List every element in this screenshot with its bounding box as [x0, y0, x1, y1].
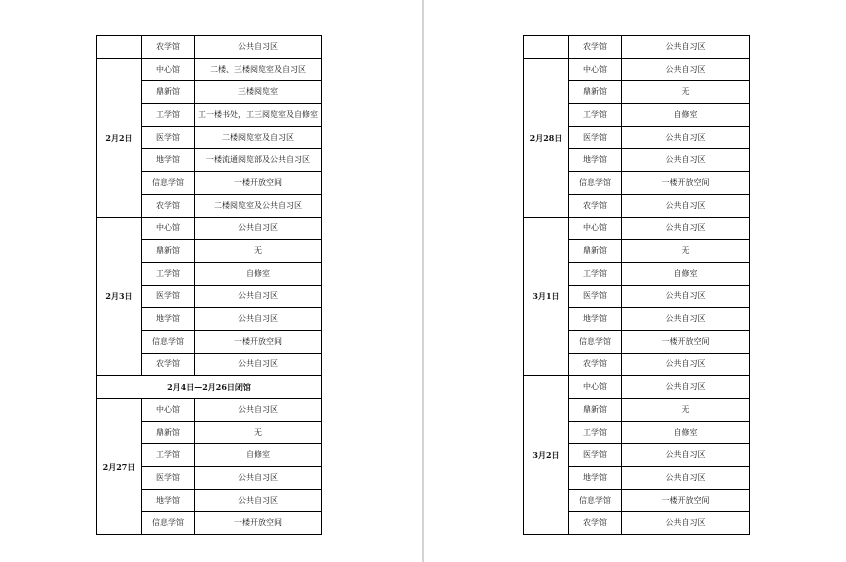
open-area-cell: 公共自习区	[622, 308, 750, 331]
open-area-cell: 一楼开放空间	[195, 330, 322, 353]
open-area-cell: 二楼阅览室及自习区	[195, 126, 322, 149]
open-area-cell: 公共自习区	[195, 36, 322, 59]
open-area-cell: 公共自习区	[622, 149, 750, 172]
library-cell: 中心馆	[142, 399, 195, 422]
library-cell: 鼎新馆	[142, 81, 195, 104]
library-cell: 鼎新馆	[569, 399, 622, 422]
date-cell	[97, 36, 142, 59]
library-cell: 信息学馆	[569, 172, 622, 195]
date-cell: 2月27日	[97, 399, 142, 535]
open-area-cell: 公共自习区	[195, 285, 322, 308]
library-cell: 工学馆	[142, 262, 195, 285]
table-row	[97, 376, 322, 399]
open-area-cell: 公共自习区	[195, 353, 322, 376]
date-cell: 2月2日	[97, 58, 142, 217]
library-cell: 鼎新馆	[569, 240, 622, 263]
library-cell: 中心馆	[569, 376, 622, 399]
open-area-cell: 无	[622, 399, 750, 422]
library-cell: 工学馆	[569, 262, 622, 285]
open-area-cell: 公共自习区	[622, 285, 750, 308]
library-cell: 医学馆	[142, 285, 195, 308]
closure-notice: 2月4日—2月26日闭馆	[97, 376, 322, 399]
open-area-cell: 自修室	[622, 262, 750, 285]
library-cell: 医学馆	[569, 285, 622, 308]
library-cell: 中心馆	[569, 217, 622, 240]
table-row	[97, 217, 322, 240]
library-cell: 农学馆	[142, 353, 195, 376]
open-area-cell: 自修室	[622, 104, 750, 127]
library-cell: 鼎新馆	[142, 421, 195, 444]
open-area-cell: 公共自习区	[622, 444, 750, 467]
table-row	[524, 376, 750, 399]
open-area-cell: 公共自习区	[622, 217, 750, 240]
library-cell: 农学馆	[142, 194, 195, 217]
open-area-cell: 公共自习区	[195, 467, 322, 490]
open-area-cell: 公共自习区	[195, 308, 322, 331]
table-row	[524, 58, 750, 81]
library-cell: 信息学馆	[569, 330, 622, 353]
open-area-cell: 无	[622, 81, 750, 104]
open-area-cell: 公共自习区	[622, 126, 750, 149]
open-area-cell: 自修室	[195, 262, 322, 285]
open-area-cell: 公共自习区	[622, 194, 750, 217]
open-area-cell: 公共自习区	[622, 376, 750, 399]
library-cell: 地学馆	[142, 149, 195, 172]
table-row	[524, 217, 750, 240]
left-page-schedule-table	[96, 35, 322, 535]
library-cell: 地学馆	[142, 489, 195, 512]
library-cell: 工学馆	[142, 444, 195, 467]
library-cell: 医学馆	[142, 126, 195, 149]
library-cell: 农学馆	[569, 194, 622, 217]
date-cell: 2月3日	[97, 217, 142, 376]
open-area-cell: 公共自习区	[195, 217, 322, 240]
open-area-cell: 自修室	[622, 421, 750, 444]
open-area-cell: 公共自习区	[622, 512, 750, 535]
library-cell: 中心馆	[142, 58, 195, 81]
library-cell: 鼎新馆	[142, 240, 195, 263]
open-area-cell: 二楼阅览室及公共自习区	[195, 194, 322, 217]
date-cell: 3月1日	[524, 217, 569, 376]
library-cell: 地学馆	[142, 308, 195, 331]
open-area-cell: 一楼开放空间	[622, 330, 750, 353]
library-cell: 工学馆	[569, 104, 622, 127]
library-cell: 工学馆	[142, 104, 195, 127]
open-area-cell: 三楼阅览室	[195, 81, 322, 104]
library-cell: 鼎新馆	[569, 81, 622, 104]
open-area-cell: 一楼开放空间	[622, 172, 750, 195]
open-area-cell: 二楼、三楼阅览室及自习区	[195, 58, 322, 81]
library-cell: 信息学馆	[142, 330, 195, 353]
library-cell: 地学馆	[569, 308, 622, 331]
open-area-cell: 公共自习区	[195, 489, 322, 512]
library-cell: 地学馆	[569, 149, 622, 172]
library-cell: 信息学馆	[142, 512, 195, 535]
library-cell: 农学馆	[569, 353, 622, 376]
open-area-cell: 一楼流通阅览部及公共自习区	[195, 149, 322, 172]
library-cell: 农学馆	[142, 36, 195, 59]
open-area-cell: 公共自习区	[622, 36, 750, 59]
open-area-cell: 一楼开放空间	[195, 512, 322, 535]
open-area-cell: 公共自习区	[622, 353, 750, 376]
library-cell: 农学馆	[569, 36, 622, 59]
library-cell: 医学馆	[569, 444, 622, 467]
library-cell: 农学馆	[569, 512, 622, 535]
right-page-schedule-table	[523, 35, 750, 535]
library-cell: 医学馆	[142, 467, 195, 490]
library-cell: 中心馆	[569, 58, 622, 81]
page-divider	[422, 0, 424, 562]
date-cell: 3月2日	[524, 376, 569, 535]
library-cell: 信息学馆	[142, 172, 195, 195]
open-area-cell: 一楼开放空间	[622, 489, 750, 512]
open-area-cell: 无	[195, 240, 322, 263]
open-area-cell: 无	[195, 421, 322, 444]
library-cell: 医学馆	[569, 126, 622, 149]
open-area-cell: 公共自习区	[622, 58, 750, 81]
library-cell: 信息学馆	[569, 489, 622, 512]
open-area-cell: 公共自习区	[622, 467, 750, 490]
library-cell: 中心馆	[142, 217, 195, 240]
open-area-cell: 公共自习区	[195, 399, 322, 422]
open-area-cell: 工一楼书处，工三阅览室及自修室	[195, 104, 322, 127]
table-row	[524, 36, 750, 59]
date-cell	[524, 36, 569, 59]
open-area-cell: 一楼开放空间	[195, 172, 322, 195]
table-row	[97, 399, 322, 422]
table-row	[97, 36, 322, 59]
open-area-cell: 自修室	[195, 444, 322, 467]
library-cell: 工学馆	[569, 421, 622, 444]
library-cell: 地学馆	[569, 467, 622, 490]
table-row	[97, 58, 322, 81]
open-area-cell: 无	[622, 240, 750, 263]
date-cell: 2月28日	[524, 58, 569, 217]
